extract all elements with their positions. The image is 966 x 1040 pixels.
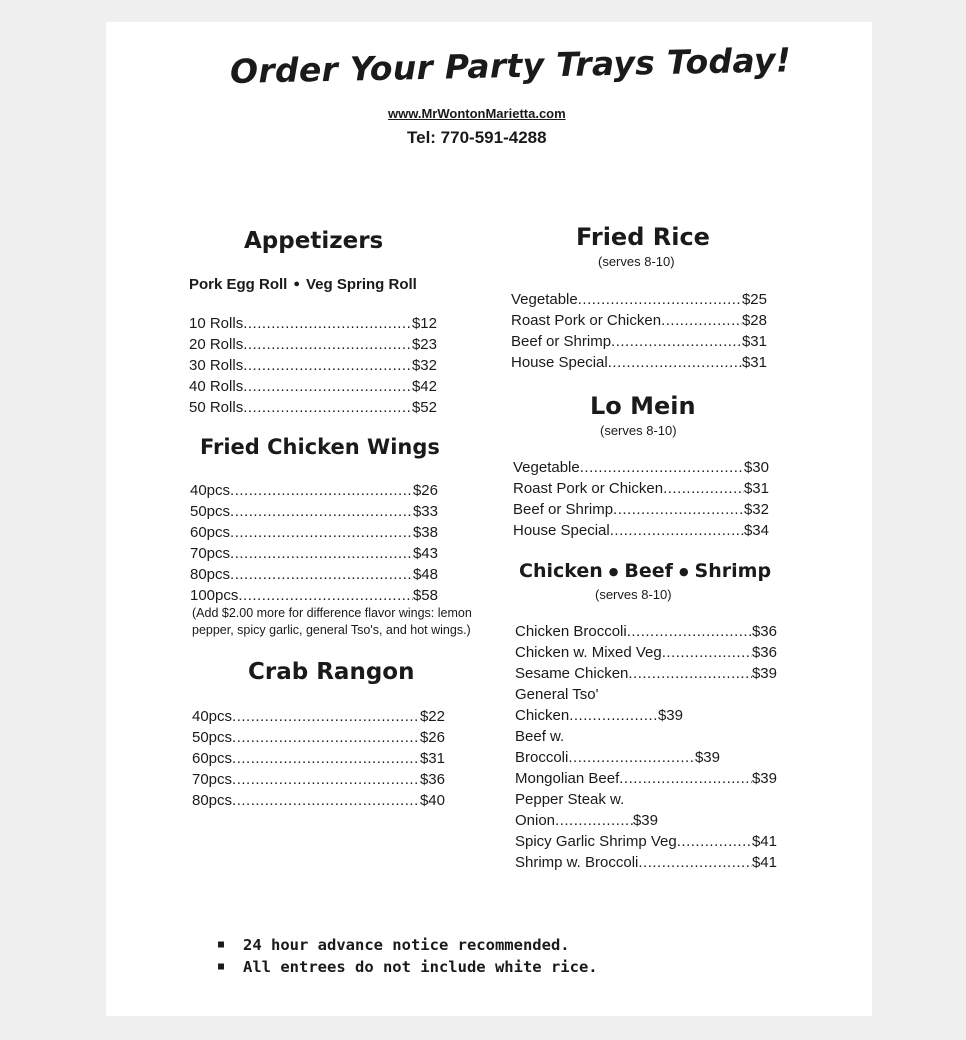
menu-item — [515, 726, 777, 768]
menu-item — [513, 457, 769, 478]
chicken-beef-shrimp-list — [515, 621, 777, 873]
crab-rangon-heading: Crab Rangon — [248, 659, 415, 685]
menu-item-name: Broccoli — [515, 749, 569, 766]
menu-item-name: 100pcs — [190, 587, 239, 604]
menu-item — [511, 310, 767, 331]
menu-item — [515, 663, 777, 684]
menu-item — [515, 768, 777, 789]
beef-label: Beef — [624, 560, 673, 582]
menu-item-name: House Special — [513, 522, 610, 539]
veg-spring-roll-label: Veg Spring Roll — [306, 276, 417, 293]
leader-dots — [243, 397, 412, 418]
menu-item — [513, 499, 769, 520]
menu-item-name-line1: Beef w. — [515, 728, 565, 745]
leader-dots — [663, 478, 744, 499]
appetizers-types — [189, 276, 417, 293]
leader-dots — [555, 810, 633, 831]
menu-item-price: $39 — [657, 707, 683, 724]
menu-item-name: 70pcs — [190, 545, 231, 562]
menu-item-price: $36 — [419, 771, 445, 788]
menu-item-price: $33 — [412, 503, 438, 520]
menu-item — [192, 769, 445, 790]
menu-item — [190, 564, 438, 585]
menu-item-price: $39 — [751, 770, 777, 787]
menu-item-name: 40 Rolls — [189, 378, 244, 395]
menu-item — [513, 520, 769, 541]
leader-dots — [610, 520, 744, 541]
fried-rice-heading: Fried Rice — [576, 223, 710, 251]
menu-item-price: $28 — [741, 312, 767, 329]
menu-item-name: Vegetable — [511, 291, 578, 308]
menu-item-price: $12 — [411, 315, 437, 332]
menu-item-price: $43 — [412, 545, 438, 562]
appetizers-list — [189, 313, 437, 418]
leader-dots — [232, 727, 420, 748]
leader-dots — [568, 747, 695, 768]
leader-dots — [661, 310, 742, 331]
menu-item-name: House Special — [511, 354, 608, 371]
menu-item-price: $41 — [751, 854, 777, 871]
pork-egg-roll-label: Pork Egg Roll — [189, 276, 288, 293]
leader-dots — [232, 769, 420, 790]
menu-item-price: $38 — [412, 524, 438, 541]
bullet-separator: ● — [293, 278, 300, 290]
menu-item — [190, 501, 438, 522]
menu-item — [189, 313, 437, 334]
menu-item-price: $36 — [751, 623, 777, 640]
leader-dots — [662, 642, 752, 663]
fried-rice-list — [511, 289, 767, 373]
menu-item-price: $52 — [411, 399, 437, 416]
menu-item-price: $31 — [741, 333, 767, 350]
menu-item-name: 60pcs — [190, 524, 231, 541]
leader-dots — [230, 522, 413, 543]
menu-item — [192, 727, 445, 748]
lo-mein-serves: (serves 8-10) — [600, 423, 677, 438]
menu-item-price: $36 — [751, 644, 777, 661]
wings-heading: Fried Chicken Wings — [200, 435, 440, 459]
bullet-icon: ■ — [218, 939, 225, 950]
menu-item — [511, 289, 767, 310]
menu-item-price: $34 — [743, 522, 769, 539]
menu-item — [190, 522, 438, 543]
leader-dots — [608, 352, 742, 373]
leader-dots — [243, 313, 412, 334]
chicken-beef-shrimp-heading — [519, 560, 771, 582]
bullet-separator: ● — [608, 565, 619, 578]
menu-item-name-line1: General Tso' — [515, 686, 599, 703]
leader-dots — [580, 457, 744, 478]
appetizers-heading: Appetizers — [244, 228, 384, 254]
menu-item — [515, 642, 777, 663]
lo-mein-heading: Lo Mein — [590, 392, 696, 420]
page-title: Order Your Party Trays Today! — [229, 40, 792, 91]
menu-item-name: Spicy Garlic Shrimp Veg — [515, 833, 677, 850]
menu-item-price: $42 — [411, 378, 437, 395]
leader-dots — [569, 705, 658, 726]
menu-item-name: 50pcs — [192, 729, 233, 746]
website-link[interactable]: www.MrWontonMarietta.com — [388, 106, 566, 121]
menu-item-price: $32 — [411, 357, 437, 374]
menu-item — [192, 790, 445, 811]
menu-item — [190, 543, 438, 564]
menu-item-name: Roast Pork or Chicken — [513, 480, 664, 497]
menu-item — [515, 831, 777, 852]
menu-item-price: $22 — [419, 708, 445, 725]
menu-item-name: Beef or Shrimp — [511, 333, 612, 350]
menu-item-name: Onion — [515, 812, 556, 829]
menu-item-name: Chicken Broccoli — [515, 623, 627, 640]
menu-item-name: Chicken — [515, 707, 570, 724]
menu-item — [190, 585, 438, 606]
menu-item-price: $58 — [412, 587, 438, 604]
menu-item-price: $40 — [419, 792, 445, 809]
menu-item — [189, 355, 437, 376]
menu-item — [189, 334, 437, 355]
menu-item-name: Chicken w. Mixed Veg — [515, 644, 662, 661]
bullet-separator: ● — [678, 565, 689, 578]
menu-item — [189, 376, 437, 397]
menu-item-name: 40pcs — [192, 708, 233, 725]
menu-item — [190, 480, 438, 501]
leader-dots — [230, 480, 413, 501]
menu-item-price: $26 — [412, 482, 438, 499]
menu-item-price: $25 — [741, 291, 767, 308]
menu-item-price: $48 — [412, 566, 438, 583]
menu-item-name: 10 Rolls — [189, 315, 244, 332]
menu-item-name: 20 Rolls — [189, 336, 244, 353]
leader-dots — [619, 768, 752, 789]
leader-dots — [628, 663, 752, 684]
menu-item-name: 40pcs — [190, 482, 231, 499]
menu-item-name: 60pcs — [192, 750, 233, 767]
bullet-icon: ■ — [218, 961, 225, 972]
menu-item-name: Mongolian Beef — [515, 770, 620, 787]
leader-dots — [238, 585, 413, 606]
footer-note: ■ 24 hour advance notice recommended. — [218, 936, 570, 954]
menu-item-price: $39 — [751, 665, 777, 682]
fried-rice-serves: (serves 8-10) — [598, 254, 675, 269]
leader-dots — [243, 376, 412, 397]
leader-dots — [613, 499, 744, 520]
leader-dots — [232, 706, 420, 727]
leader-dots — [232, 748, 420, 769]
phone-number: Tel: 770-591-4288 — [407, 128, 547, 147]
menu-item-price: $31 — [743, 480, 769, 497]
leader-dots — [611, 331, 742, 352]
leader-dots — [230, 501, 413, 522]
menu-item-name: 50 Rolls — [189, 399, 244, 416]
menu-item-name: 30 Rolls — [189, 357, 244, 374]
menu-item-name: 50pcs — [190, 503, 231, 520]
menu-item — [189, 397, 437, 418]
leader-dots — [638, 852, 752, 873]
leader-dots — [243, 355, 412, 376]
leader-dots — [243, 334, 412, 355]
menu-item-price: $39 — [632, 812, 658, 829]
leader-dots — [578, 289, 742, 310]
menu-item-price: $41 — [751, 833, 777, 850]
footer-note: ■ All entrees do not include white rice. — [218, 958, 598, 976]
footer-notes — [218, 934, 598, 978]
menu-item-name: 80pcs — [190, 566, 231, 583]
menu-item-name: 70pcs — [192, 771, 233, 788]
menu-item — [511, 331, 767, 352]
menu-item — [511, 352, 767, 373]
menu-item-price: $31 — [419, 750, 445, 767]
crab-rangon-list — [192, 706, 445, 811]
leader-dots — [677, 831, 752, 852]
menu-item-name: Sesame Chicken — [515, 665, 629, 682]
menu-item-name: Shrimp w. Broccoli — [515, 854, 639, 871]
chicken-beef-shrimp-serves: (serves 8-10) — [595, 587, 672, 602]
menu-item — [513, 478, 769, 499]
lo-mein-list — [513, 457, 769, 541]
menu-item — [515, 621, 777, 642]
menu-item-name-line1: Pepper Steak w. — [515, 791, 625, 808]
menu-item — [515, 684, 777, 726]
menu-item — [515, 852, 777, 873]
leader-dots — [230, 543, 413, 564]
menu-item-price: $30 — [743, 459, 769, 476]
menu-item-name: Vegetable — [513, 459, 580, 476]
menu-item-name: Beef or Shrimp — [513, 501, 614, 518]
menu-item — [192, 748, 445, 769]
menu-item-name: 80pcs — [192, 792, 233, 809]
menu-item-price: $39 — [694, 749, 720, 766]
leader-dots — [230, 564, 413, 585]
menu-item-price: $31 — [741, 354, 767, 371]
menu-item-name: Roast Pork or Chicken — [511, 312, 662, 329]
leader-dots — [232, 790, 420, 811]
wings-list — [190, 480, 438, 606]
menu-item — [515, 789, 777, 831]
menu-item-price: $26 — [419, 729, 445, 746]
leader-dots — [627, 621, 752, 642]
shrimp-label: Shrimp — [694, 560, 772, 582]
menu-item-price: $23 — [411, 336, 437, 353]
chicken-label: Chicken — [519, 560, 603, 582]
menu-item — [192, 706, 445, 727]
wings-flavor-note: (Add $2.00 more for difference flavor wings: lemon pepper, spicy garlic, general Tso's, and hot wings.) — [192, 606, 472, 637]
menu-item-price: $32 — [743, 501, 769, 518]
